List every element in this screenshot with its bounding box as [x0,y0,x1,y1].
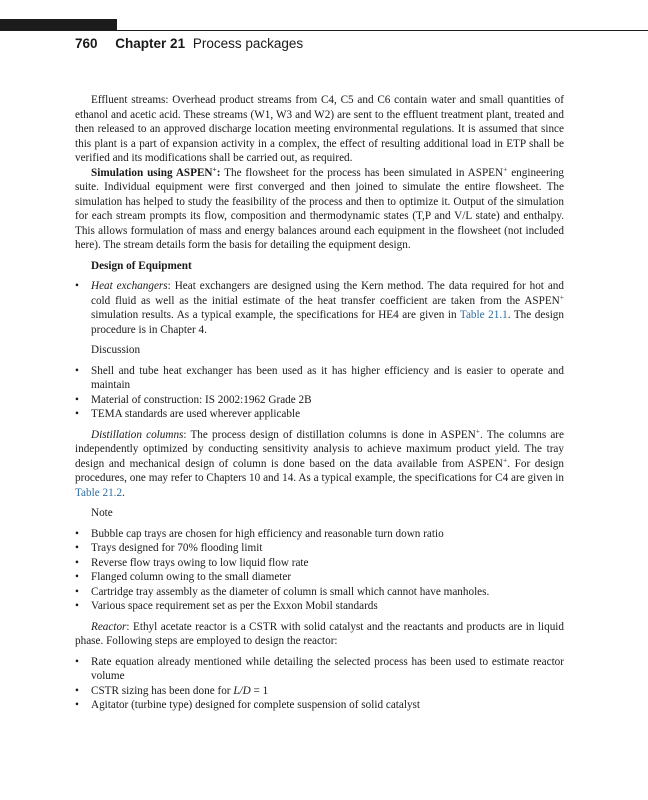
running-header [75,36,303,51]
header-rule [117,30,648,31]
list-item: • Agitator (turbine type) designed for complete suspension of solid catalyst [75,698,564,713]
list-item: • Material of construction: IS 2002:1962 Grade 2B [75,393,564,408]
simulation-heading: Simulation using ASPEN+: [91,163,221,179]
reactor-list [75,655,564,713]
list-item: • Bubble cap trays are chosen for high efficiency and reasonable turn down ratio [75,527,564,542]
heat-exchangers-term: Heat exchangers [91,280,168,292]
reactor-term: Reactor [91,620,127,633]
heat-exchanger-list [75,279,564,337]
discussion-list [75,364,564,422]
list-item: • Trays designed for 70% flooding limit [75,541,564,556]
table-21-1-link[interactable]: Table 21.1 [459,309,508,321]
list-item: • Heat exchangers: Heat exchangers are designed using the Kern method. The data required for hot and cold fluid as well as the initial estimate of the heat transfer coefficient are taken from the ASPEN+ simulation results. As a typical example, the specifications for HE4 are given in Table 21.1. The design procedure is in Chapter 4. [75,279,564,337]
list-item: • TEMA standards are used wherever applicable [75,407,564,422]
reactor-paragraph: Reactor: Ethyl acetate reactor is a CSTR with solid catalyst and the reactants and products are in liquid phase. Following steps are employed to design the reactor: [75,620,564,647]
simulation-paragraph: Simulation using ASPEN+: The flowsheet for the process has been simulated in ASPEN+ engineering suite. Individual equipment were first converged and then joined to simulate the entire flowsheet. The simulation has helped to study the feasibility of the process and then to optimize it. Output of the simulation for each stream prompts its flow, composition and thermodynamic states (T,P and V/L state) and enthalpy. This allows formulation of mass and energy balances around each equipment in the flowsheet (not included here). The stream details form the basis for detailing the equipment design. [75,163,565,251]
list-item: • Various space requirement set as per the Exxon Mobil standards [75,599,564,614]
design-heading: Design of Equipment [91,259,192,272]
page-body [75,93,564,713]
page-number: 760 [75,36,98,51]
list-item: • Reverse flow trays owing to low liquid flow rate [75,556,564,571]
list-item: • Flanged column owing to the small diameter [75,570,564,585]
chapter-label: Chapter 21 [115,36,186,51]
discussion-label: Discussion [91,344,141,356]
note-list [75,527,564,614]
header-bar [0,19,117,31]
list-item: • CSTR sizing has been done for L/D = 1 [75,684,564,699]
effluent-paragraph: Effluent streams: Overhead product streams from C4, C5 and C6 contain water and small quantities of ethanol and acetic acid. These streams (W1, W3 and W2) are sent to the effluent treatment plant, treated and then released to an approved discharge location meeting environmental regulations. It is assumed that since this plant is a part of expansion activity in a complex, the effect of resulting additional load in ETP shall be verified and its modifications shall be carried out, as required. [75,94,564,164]
list-item: • Shell and tube heat exchanger has been used as it has higher efficiency and is easier to operate and maintain [75,364,564,393]
list-item: • Rate equation already mentioned while detailing the selected process has been used to estimate reactor volume [75,655,564,684]
table-21-2-link[interactable]: Table 21.2 [75,486,123,499]
distillation-paragraph: Distillation columns: The process design of distillation columns is done in ASPEN+. The columns are independently optimized by conducting sensitivity analysis to achieve maximum product yield. The tray design and mechanical design of column is done based on the data available from ASPEN+. For design procedures, one may refer to Chapters 10 and 14. As a typical example, the specifications for C4 are given in Table 21.2. [75,425,564,499]
note-label: Note [91,507,113,519]
list-item: • Cartridge tray assembly as the diameter of column is small which cannot have manholes. [75,585,564,600]
distillation-term: Distillation columns [91,428,184,441]
chapter-title: Process packages [192,36,304,51]
